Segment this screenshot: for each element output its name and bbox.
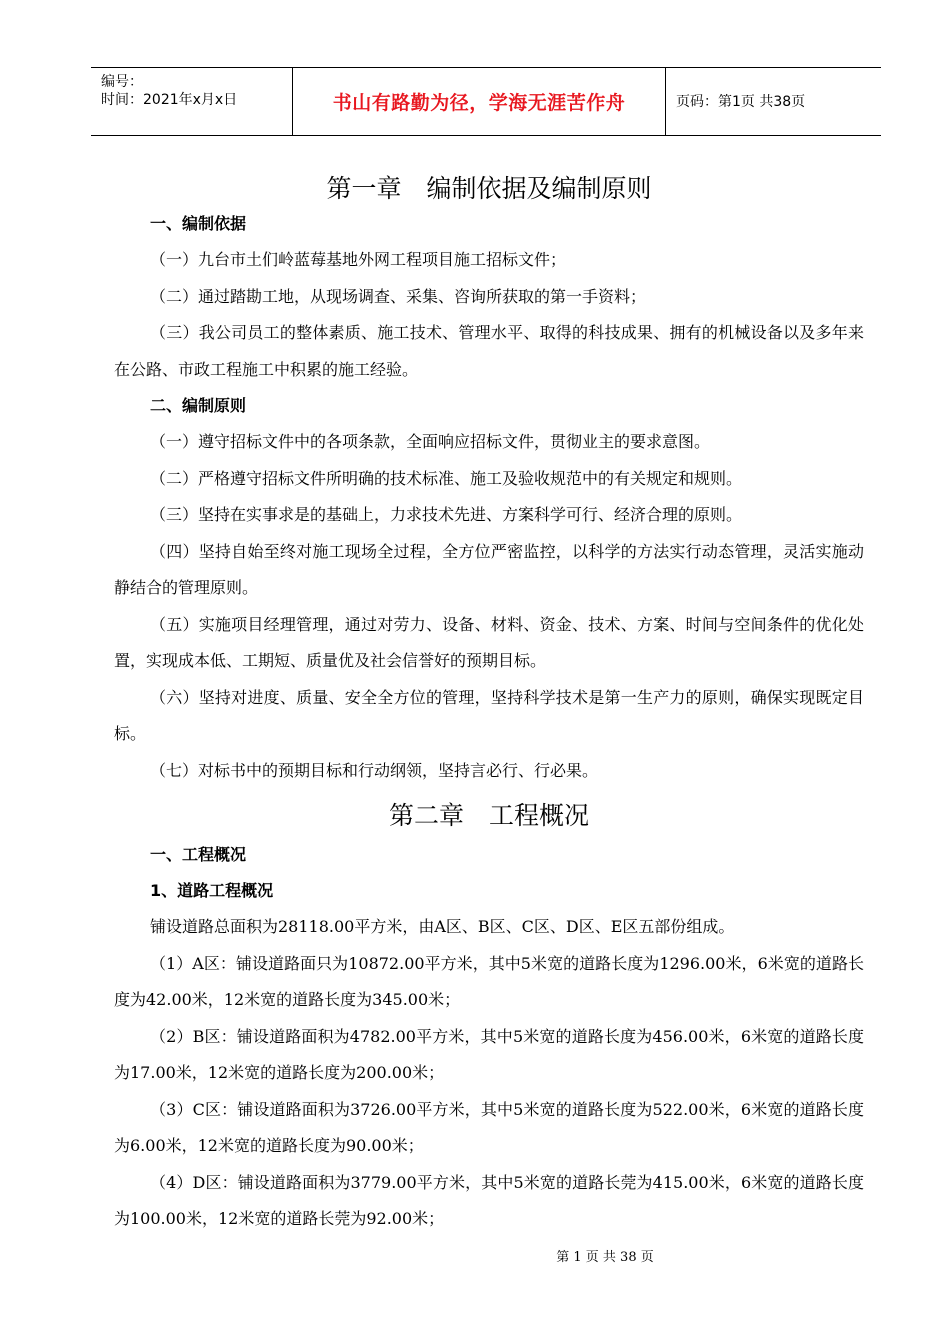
paragraph: （4）D区：铺设道路面积为3779.00平方米，其中5米宽的道路长莞为415.00米，6米宽的道路长度为100.00米，12米宽的道路长莞为92.00米； — [114, 1172, 864, 1228]
paragraph: （五）实施项目经理管理，通过对劳力、设备、材料、资金、技术、方案、时间与空间条件的优化处置，实现成本低、工期短、质量优及社会信誉好的预期目标。 — [114, 614, 864, 670]
document-body — [114, 172, 864, 1238]
paragraph: （一）九台市土们岭蓝莓基地外网工程项目施工招标文件； — [150, 250, 567, 269]
page-indicator: 页码：第1页 共38页 — [676, 93, 806, 110]
header-meta-cell — [91, 68, 293, 135]
document-number: 编号： — [101, 74, 143, 90]
paragraph: （3）C区：铺设道路面积为3726.00平方米，其中5米宽的道路长度为522.00米，6米宽的道路长度为6.00米，12米宽的道路长度为90.00米； — [114, 1099, 864, 1155]
section-heading: 一、编制依据 — [150, 214, 247, 233]
section-heading: 二、编制原则 — [150, 396, 247, 415]
paragraph: （2）B区：铺设道路面积为4782.00平方米，其中5米宽的道路长度为456.00米，6米宽的道路长度为17.00米，12米宽的道路长度为200.00米； — [114, 1026, 864, 1082]
chapter-1-title: 第一章 编制依据及编制原则 — [326, 174, 652, 203]
paragraph: （三）我公司员工的整体素质、施工技术、管理水平、取得的科技成果、拥有的机械设备以及多年来在公路、市政工程施工中积累的施工经验。 — [114, 323, 864, 379]
paragraph: （四）坚持自始至终对施工现场全过程，全方位严密监控，以科学的方法实行动态管理，灵活实施动静结合的管理原则。 — [114, 541, 864, 597]
chapter-2-title: 第二章 工程概况 — [388, 801, 589, 830]
document-time: 时间：2021年x月x日 — [101, 92, 238, 108]
subsection-heading: 1、道路工程概况 — [150, 881, 274, 900]
motto: 书山有路勤为径，学海无涯苦作舟 — [332, 92, 626, 114]
paragraph: （二）严格遵守招标文件所明确的技术标准、施工及验收规范中的有关规定和规则。 — [150, 468, 743, 488]
paragraph: （六）坚持对进度、质量、安全全方位的管理，坚持科学技术是第一生产力的原则，确保实现既定目标。 — [114, 687, 864, 743]
section-heading: 一、工程概况 — [150, 845, 247, 864]
header-motto-cell — [293, 68, 666, 135]
paragraph: 铺设道路总面积为28118.00平方米，由A区、B区、C区、D区、E区五部份组成。 — [150, 917, 735, 936]
page-footer: 第 1 页 共 38 页 — [556, 1250, 654, 1265]
paragraph: （二）通过踏勘工地，从现场调查、采集、咨询所获取的第一手资料； — [150, 286, 647, 306]
paragraph: （1）A区：铺设道路面只为10872.00平方米，其中5米宽的道路长度为1296.00米，6米宽的道路长度为42.00米，12米宽的道路长度为345.00米； — [114, 953, 864, 1009]
page-header — [91, 67, 881, 136]
paragraph: （三）坚持在实事求是的基础上，力求技术先进、方案科学可行、经济合理的原则。 — [150, 505, 743, 524]
paragraph: （一）遵守招标文件中的各项条款，全面响应招标文件，贯彻业主的要求意图。 — [150, 432, 711, 451]
paragraph: （七）对标书中的预期目标和行动纲领，坚持言必行、行必果。 — [150, 760, 599, 780]
header-page-cell — [666, 68, 881, 135]
